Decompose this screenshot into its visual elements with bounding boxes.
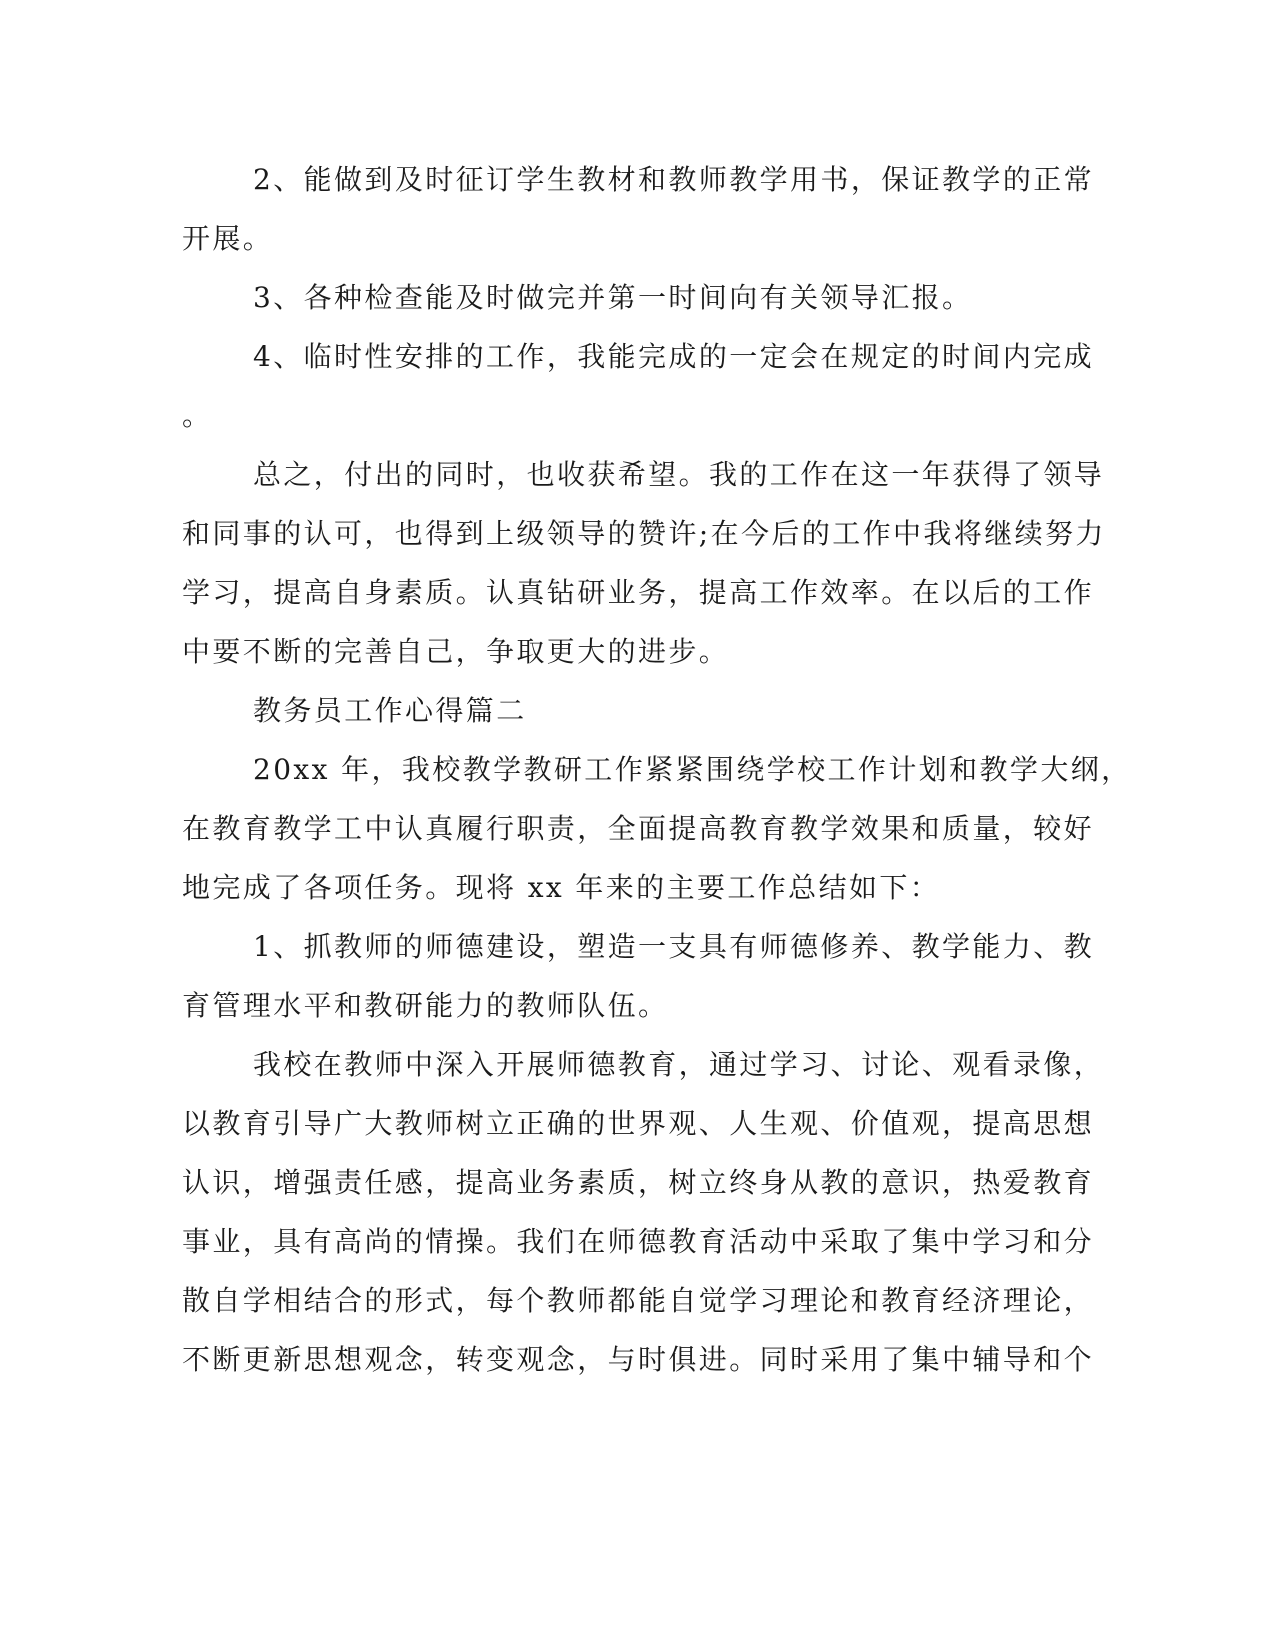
paragraph-line: 不断更新思想观念，转变观念，与时俱进。同时采用了集中辅导和个 (182, 1343, 1095, 1376)
paragraph-line: 事业，具有高尚的情操。我们在师德教育活动中采取了集中学习和分 (182, 1225, 1095, 1258)
paragraph-line: 2、能做到及时征订学生教材和教师教学用书，保证教学的正常 (253, 163, 1095, 196)
paragraph-line: 中要不断的完善自己，争取更大的进步。 (182, 635, 730, 668)
paragraph-line: 开展。 (182, 222, 274, 255)
paragraph-line: 1、抓教师的师德建设，塑造一支具有师德修养、教学能力、教 (253, 930, 1095, 963)
paragraph-line: 20xx 年，我校教学教研工作紧紧围绕学校工作计划和教学大纲， (253, 753, 1132, 786)
section-heading: 教务员工作心得篇二 (253, 694, 527, 727)
paragraph-line: 我校在教师中深入开展师德教育，通过学习、讨论、观看录像， (253, 1048, 1105, 1081)
paragraph-line: 学习，提高自身素质。认真钻研业务，提高工作效率。在以后的工作 (182, 576, 1095, 609)
paragraph-line: 地完成了各项任务。现将 xx 年来的主要工作总结如下： (182, 871, 941, 904)
paragraph-line: 和同事的认可，也得到上级领导的赞许;在今后的工作中我将继续努力 (182, 517, 1106, 550)
paragraph-line: 育管理水平和教研能力的教师队伍。 (182, 989, 669, 1022)
paragraph-line: 。 (182, 399, 213, 432)
paragraph-line: 在教育教学工中认真履行职责，全面提高教育教学效果和质量，较好 (182, 812, 1095, 845)
paragraph-line: 认识，增强责任感，提高业务素质，树立终身从教的意识，热爱教育 (182, 1166, 1095, 1199)
paragraph-line: 3、各种检查能及时做完并第一时间向有关领导汇报。 (253, 281, 973, 314)
paragraph-line: 4、临时性安排的工作，我能完成的一定会在规定的时间内完成 (253, 340, 1095, 373)
paragraph-line: 总之，付出的同时，也收获希望。我的工作在这一年获得了领导 (253, 458, 1105, 491)
paragraph-line: 以教育引导广大教师树立正确的世界观、人生观、价值观，提高思想 (182, 1107, 1095, 1140)
paragraph-line: 散自学相结合的形式，每个教师都能自觉学习理论和教育经济理论， (182, 1284, 1095, 1317)
